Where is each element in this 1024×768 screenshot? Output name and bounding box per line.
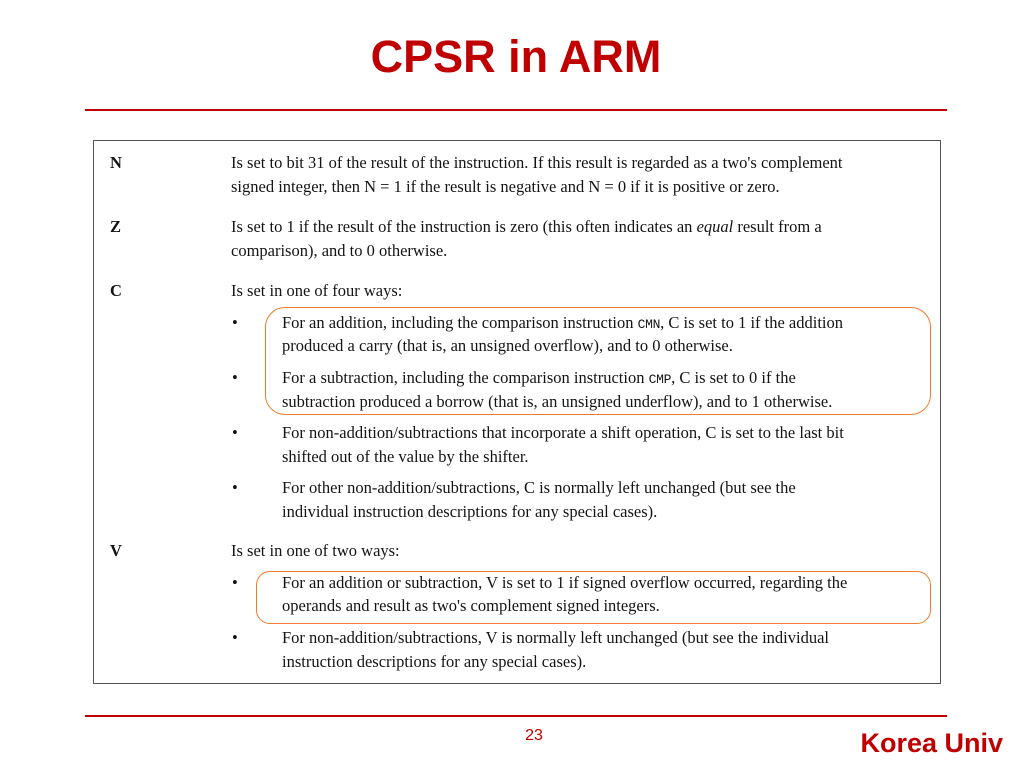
flag-c-bullet-text: , C is set to 1 if the addition: [660, 313, 844, 332]
flag-z-desc-emphasis: equal: [696, 217, 734, 236]
flag-n-desc-line: signed integer, then N = 1 if the result is negative and N = 0 if it is positive or zero.: [231, 177, 780, 196]
bullet-marker: •: [232, 573, 238, 592]
flag-c-bullet-text: For a subtraction, including the comparison instruction: [282, 368, 649, 387]
flag-c-bullet-line: shifted out of the value by the shifter.: [282, 447, 529, 466]
flag-c-bullet-line: produced a carry (that is, an unsigned overflow), and to 0 otherwise.: [282, 336, 733, 355]
bullet-marker: •: [232, 628, 238, 647]
bullet-marker: •: [232, 423, 238, 442]
footer-brand: Korea Univ: [860, 728, 1003, 758]
flag-c-label: C: [110, 281, 122, 300]
instruction-code-cmn: CMN: [637, 317, 661, 332]
bullet-marker: •: [232, 478, 238, 497]
flag-c-bullet-line: For non-addition/subtractions that incorporate a shift operation, C is set to the last bit: [282, 423, 844, 442]
flag-v-bullet-line: instruction descriptions for any special cases).: [282, 652, 587, 671]
flag-c-bullet-line: [282, 366, 796, 392]
flag-v-bullet-line: For an addition or subtraction, V is set to 1 if signed overflow occurred, regarding the: [282, 573, 848, 592]
page-number: 23: [525, 727, 543, 744]
flag-v-intro: Is set in one of two ways:: [231, 541, 400, 560]
flag-z-desc-line: [231, 215, 822, 239]
flag-c-bullet-text: , C is set to 0 if the: [671, 368, 796, 387]
flag-z-desc-text: Is set to 1 if the result of the instruction is zero (this often indicates an: [231, 217, 697, 236]
flag-z-label: Z: [110, 217, 122, 236]
flag-z-desc-text: result from a: [733, 217, 822, 236]
flag-v-label: V: [110, 541, 122, 560]
flag-c-intro: Is set in one of four ways:: [231, 281, 403, 300]
footer-divider: [85, 715, 947, 717]
bullet-marker: •: [232, 313, 238, 332]
instruction-code-cmp: CMP: [648, 372, 672, 387]
slide-title: CPSR in ARM: [370, 31, 662, 82]
title-divider: [85, 109, 947, 111]
flag-z-desc-line: comparison), and to 0 otherwise.: [231, 241, 448, 260]
flag-v-bullet-line: For non-addition/subtractions, V is normally left unchanged (but see the individual: [282, 628, 830, 647]
flag-v-bullet-line: operands and result as two's complement signed integers.: [282, 596, 660, 615]
flag-n-label: N: [110, 153, 122, 172]
flag-c-bullet-line: For other non-addition/subtractions, C is normally left unchanged (but see the: [282, 478, 796, 497]
flag-c-bullet-line: individual instruction descriptions for any special cases).: [282, 502, 658, 521]
flag-c-bullet-text: For an addition, including the comparison instruction: [282, 313, 638, 332]
flag-c-bullet-line: subtraction produced a borrow (that is, an unsigned underflow), and to 1 otherwise.: [282, 392, 833, 411]
bullet-marker: •: [232, 368, 238, 387]
flag-n-desc-line: Is set to bit 31 of the result of the instruction. If this result is regarded as a two's complement: [231, 153, 843, 172]
